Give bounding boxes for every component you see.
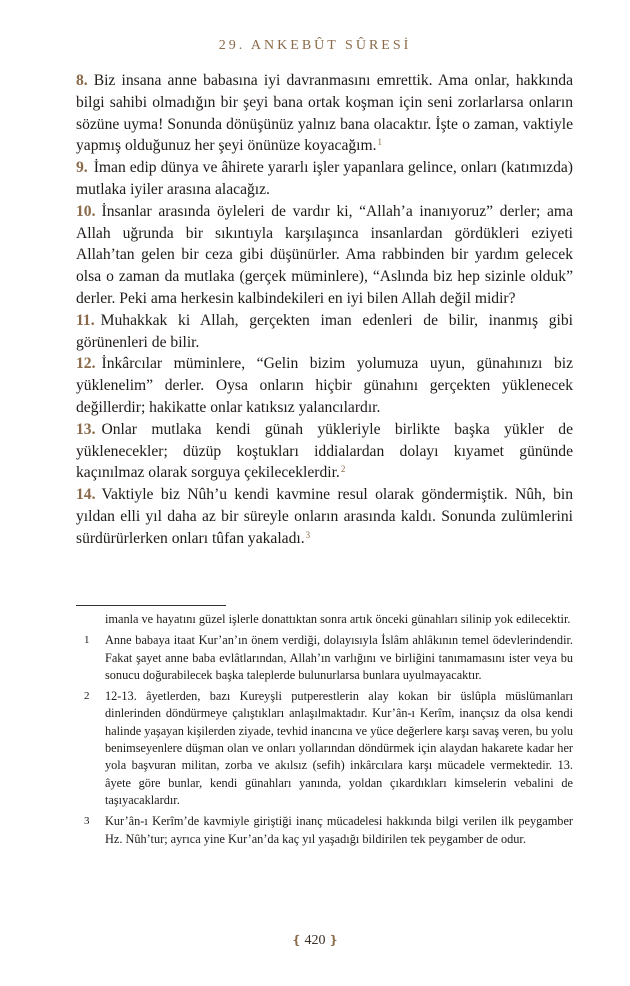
verse-text: Biz insana anne babasına iyi davranmasını emrettik. Ama onlar, hakkında bilgi sahibi olmadığın bir şeyi bana ortak koşman için seni zorlarlarsa onların sözüne uyma! Sonunda dönüşünüz yalnız bana olacaktır. İşte o zaman, vaktiyle yapmış olduğunuz her şeyi önünüze koyacağım. — [76, 72, 573, 155]
verse-number: 10. — [76, 202, 96, 220]
verse-item — [76, 201, 573, 310]
footnote-number: 2 — [84, 690, 90, 703]
ornament-left-icon: ❴ — [291, 933, 302, 947]
page-number-value: 420 — [304, 933, 326, 948]
verse-item — [76, 419, 573, 484]
footnote-item — [76, 813, 573, 848]
page-number — [0, 933, 630, 949]
verse-text: İman edip dünya ve âhirete yararlı işler yapanlara gelince, onları (katımızda) mutlaka iyiler arasına alacağız. — [76, 159, 573, 198]
verse-text: Muhakkak ki Allah, gerçekten iman edenleri de bilir, inanmış gibi görünenleri de bilir. — [76, 311, 573, 351]
verse-item — [76, 310, 573, 354]
verse-number: 9. — [76, 159, 88, 177]
verse-item — [76, 157, 573, 201]
footnote-ref[interactable]: 1 — [377, 137, 383, 148]
footnote-item — [76, 611, 573, 628]
footnote-item — [76, 632, 573, 684]
verse-text: İnsanlar arasında öyleleri de vardır ki, “Allah’a inanıyoruz” derler; ama Allah uğrunda bir sıkıntıyla karşılaşınca insanlardan gördükleri eziyeti Allah’tan gelen bir ceza gibi düşünürler. Ama rabbinden bir yardım gelecek olsa o zaman da mutlaka (gerçek müminlere), “Aslında biz hep sizinle olduk” derler. Peki ama herkesin kalbindekileri en iyi bilen Allah değil midir? — [76, 202, 573, 307]
verse-number: 12. — [76, 355, 96, 373]
verse-item — [76, 484, 573, 549]
verse-number: 11. — [76, 311, 95, 329]
verse-number: 14. — [76, 486, 96, 504]
footnote-text: Kur’ân-ı Kerîm’de kavmiyle giriştiği inanç mücadelesi hakkında bilgi verilen ilk peygamber Hz. Nûh’tur; ayrıca yine Kur’an’da kaç yıl yaşadığı bildirilen tek peygamber de odur. — [105, 814, 573, 846]
verse-text: İnkârcılar müminlere, “Gelin bizim yolumuza uyun, günahınızı biz yüklenelim” derler. Oysa onların hiçbir günahını gerçekten yüklenecek değillerdir; hakikatte onlar katıksız yalancılardır. — [76, 355, 573, 416]
footnote-number: 1 — [84, 634, 90, 647]
running-header: 29. ANKEBÛT SÛRESİ — [218, 38, 412, 53]
footnote-text: imanla ve hayatını güzel işlerle donattıktan sonra artık önceki günahları silinip yok edilecektir. — [105, 612, 571, 626]
ornament-right-icon: ❵ — [328, 933, 339, 947]
footnotes — [76, 611, 573, 852]
footnote-number: 3 — [84, 815, 90, 828]
verse-item — [76, 353, 573, 418]
verse-number: 8. — [76, 72, 88, 89]
footnote-divider — [76, 605, 226, 606]
verse-number: 13. — [76, 420, 96, 438]
footnote-text: 12-13. âyetlerden, bazı Kureyşli putperestlerin alay kokan bir üslûpla müslümanları dinlerinden döndürmeye çalıştıkları anlaşılmaktadır. Kur’ân-ı Kerîm, inançsız da olsa kendi halinde yaşayan kişilerden ziyade, tevhid inancına ve yüce değerlere karşı savaş veren, bu yolu benimseyenlere düşman olan ve onları yollarından döndürmek için alaydan hakarete kadar her yola başvuran militan, zorba ve akılsız (sefih) inkârcılara karşı mücadele vermektedir. 13. âyete göre bunlar, kendi günahları yanında, yoldan çıkardıkları kimselerin vebalini de taşıyacaklardır. — [105, 689, 573, 807]
footnote-ref[interactable]: 2 — [340, 464, 346, 475]
verse-body — [76, 70, 573, 550]
footnote-ref[interactable]: 3 — [305, 529, 311, 540]
footnote-item — [76, 688, 573, 809]
verse-text: Onlar mutlaka kendi günah yükleriyle birlikte başka yükler de yüklenecekler; düzüp koştukları iddialardan dolayı kıyamet gününde kaçınılmaz olarak sorguya çekileceklerdir. — [76, 420, 573, 482]
verse-text: Vaktiyle biz Nûh’u kendi kavmine resul olarak göndermiştik. Nûh, bin yıldan elli yıl daha az bir süreyle onların arasında kaldı. Sonunda zulümlerini sürdürürlerken onları tûfan yakaladı. — [76, 486, 573, 547]
footnote-text: Anne babaya itaat Kur’an’ın önem verdiği, dolayısıyla İslâm ahlâkının temel ödevlerindendir. Fakat şayet anne baba evlâtlarından, Allah’ın varlığını ve birliğini tanımamasını ister veya bu sonucu doğurabilecek başka taleplerde bulunurlarsa bunlara uyulmayacaktır. — [105, 633, 573, 682]
verse-item — [76, 70, 573, 157]
